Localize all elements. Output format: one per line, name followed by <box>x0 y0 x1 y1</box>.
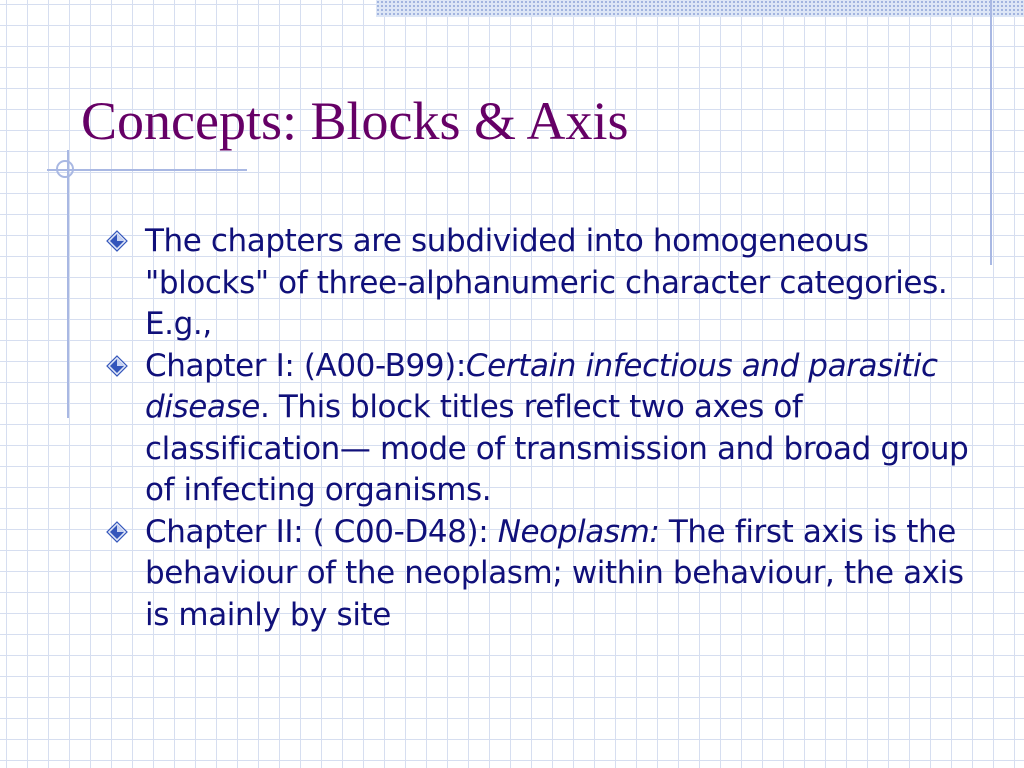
right-vertical-rule <box>990 0 992 265</box>
bullet-text-segment: Chapter I: (A00-B99): <box>145 347 466 384</box>
top-dotted-band <box>376 0 1024 17</box>
bullet-text-segment: . This block titles reflect two axes of classification— mode of transmission and broad group of infecting organisms. <box>145 389 969 508</box>
bullet-text-segment: The chapters are subdivided into homogeneous "blocks" of three-alphanumeric character categories. E.g., <box>145 223 948 342</box>
rule-junction-circle <box>56 160 74 178</box>
bullet-item <box>103 512 983 637</box>
bullet-text-segment: The first axis is the behaviour of the neoplasm; within behaviour, the axis is mainly by site <box>145 513 964 633</box>
bullet-list <box>103 221 983 636</box>
bullet-text <box>145 348 968 509</box>
bullet-italic-text: Certain infectious and parasitic disease <box>145 347 938 425</box>
diamond-bullet-icon <box>106 230 128 252</box>
bullet-italic-text: Neoplasm: <box>497 513 660 550</box>
title-underline-rule <box>47 169 247 171</box>
diamond-bullet-icon <box>106 355 128 377</box>
slide-title: Concepts: Blocks & Axis <box>81 91 629 151</box>
left-vertical-rule <box>67 150 69 418</box>
bullet-item <box>103 346 983 512</box>
bullet-text-segment: Chapter II: ( C00-D48): <box>145 513 498 550</box>
bullet-text <box>145 223 947 342</box>
bullet-item <box>103 221 983 346</box>
diamond-bullet-icon <box>106 521 128 543</box>
bullet-text <box>145 514 964 633</box>
